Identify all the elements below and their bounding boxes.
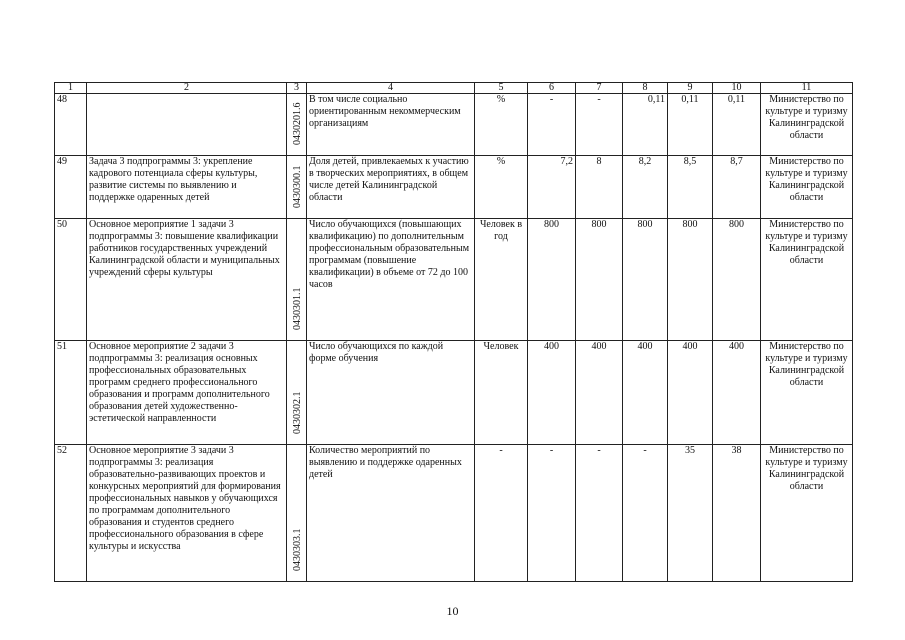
value-cell: 800 xyxy=(528,219,576,341)
indicator-cell: Число обучающихся по каждой форме обучения xyxy=(307,341,475,445)
value-cell: 35 xyxy=(668,445,713,582)
value-cell: 0,11 xyxy=(623,94,668,156)
code-text: 0430302.1 xyxy=(291,391,303,434)
value-cell: 7,2 xyxy=(528,156,576,219)
value-cell: 8,2 xyxy=(623,156,668,219)
header-cell: 8 xyxy=(623,83,668,94)
org-cell: Министерство по культуре и туризму Калининградской области xyxy=(761,219,853,341)
code-text: 0430301.1 xyxy=(291,287,303,330)
header-row xyxy=(55,83,853,94)
value-cell: 0,11 xyxy=(713,94,761,156)
org-cell: Министерство по культуре и туризму Калининградской области xyxy=(761,445,853,582)
row-number: 49 xyxy=(55,156,87,219)
page-number: 10 xyxy=(446,604,459,618)
value-cell: 8,7 xyxy=(713,156,761,219)
table-row xyxy=(55,156,853,219)
table-row xyxy=(55,94,853,156)
value-cell: - xyxy=(623,445,668,582)
indicator-cell: Количество мероприятий по выявлению и поддержке одаренных детей xyxy=(307,445,475,582)
header-cell: 1 xyxy=(55,83,87,94)
unit-cell: - xyxy=(475,445,528,582)
header-cell: 5 xyxy=(475,83,528,94)
value-cell: 8,5 xyxy=(668,156,713,219)
row-number: 50 xyxy=(55,219,87,341)
code-cell xyxy=(287,156,307,219)
table-row xyxy=(55,445,853,582)
org-cell: Министерство по культуре и туризму Калининградской области xyxy=(761,341,853,445)
header-cell: 3 xyxy=(287,83,307,94)
code-text: 0430201.6 xyxy=(291,102,303,145)
task-cell: Задача 3 подпрограммы 3: укрепление кадрового потенциала сферы культуры, развитие системы по выявлению и поддержке одаренных детей xyxy=(87,156,287,219)
indicators-table xyxy=(54,82,853,582)
header-cell: 7 xyxy=(576,83,623,94)
value-cell: 38 xyxy=(713,445,761,582)
unit-cell: Человек xyxy=(475,341,528,445)
value-cell: 800 xyxy=(576,219,623,341)
row-number: 48 xyxy=(55,94,87,156)
value-cell: 400 xyxy=(668,341,713,445)
code-cell xyxy=(287,94,307,156)
code-cell xyxy=(287,219,307,341)
task-cell: Основное мероприятие 1 задачи 3 подпрограммы 3: повышение квалификации работников государственных учреждений Калининградской области и муниципальных учреждений сферы культуры xyxy=(87,219,287,341)
value-cell: 400 xyxy=(576,341,623,445)
header-cell: 9 xyxy=(668,83,713,94)
value-cell: 800 xyxy=(668,219,713,341)
value-cell: 800 xyxy=(713,219,761,341)
unit-cell: % xyxy=(475,156,528,219)
code-cell xyxy=(287,445,307,582)
value-cell: 400 xyxy=(528,341,576,445)
code-text: 0430303.1 xyxy=(291,528,303,571)
task-cell xyxy=(87,94,287,156)
value-cell: 800 xyxy=(623,219,668,341)
row-number: 52 xyxy=(55,445,87,582)
row-number: 51 xyxy=(55,341,87,445)
value-cell: - xyxy=(528,445,576,582)
value-cell: - xyxy=(528,94,576,156)
table-row xyxy=(55,219,853,341)
code-cell xyxy=(287,341,307,445)
org-cell: Министерство по культуре и туризму Калининградской области xyxy=(761,156,853,219)
value-cell: - xyxy=(576,94,623,156)
indicator-cell: Число обучающихся (повышающих квалификацию) по дополнительным профессиональным образовательным программам (повышение квалификации) в объеме от 72 до 100 часов xyxy=(307,219,475,341)
unit-cell: % xyxy=(475,94,528,156)
value-cell: 0,11 xyxy=(668,94,713,156)
header-cell: 11 xyxy=(761,83,853,94)
indicator-cell: Доля детей, привлекаемых к участию в творческих мероприятиях, в общем числе детей Калининградской области xyxy=(307,156,475,219)
header-cell: 4 xyxy=(307,83,475,94)
indicator-cell: В том числе социально ориентированным некоммерческим организациям xyxy=(307,94,475,156)
unit-cell: Человек в год xyxy=(475,219,528,341)
value-cell: 8 xyxy=(576,156,623,219)
org-cell: Министерство по культуре и туризму Калининградской области xyxy=(761,94,853,156)
header-cell: 6 xyxy=(528,83,576,94)
task-cell: Основное мероприятие 2 задачи 3 подпрограммы 3: реализация основных профессиональных образовательных программ среднего профессионального образования и программ дополнительного образования детей художественно-эстетической направленности xyxy=(87,341,287,445)
value-cell: 400 xyxy=(623,341,668,445)
header-cell: 2 xyxy=(87,83,287,94)
header-cell: 10 xyxy=(713,83,761,94)
code-text: 0430300.1 xyxy=(291,165,303,208)
value-cell: - xyxy=(576,445,623,582)
task-cell: Основное мероприятие 3 задачи 3 подпрограммы 3: реализация образовательно-развивающих проектов и конкурсных мероприятий для формирования профессиональных навыков у обучающихся по программам дополнительного образования и студентов среднего профессионального образования в сфере культуры и искусства xyxy=(87,445,287,582)
value-cell: 400 xyxy=(713,341,761,445)
table-row xyxy=(55,341,853,445)
